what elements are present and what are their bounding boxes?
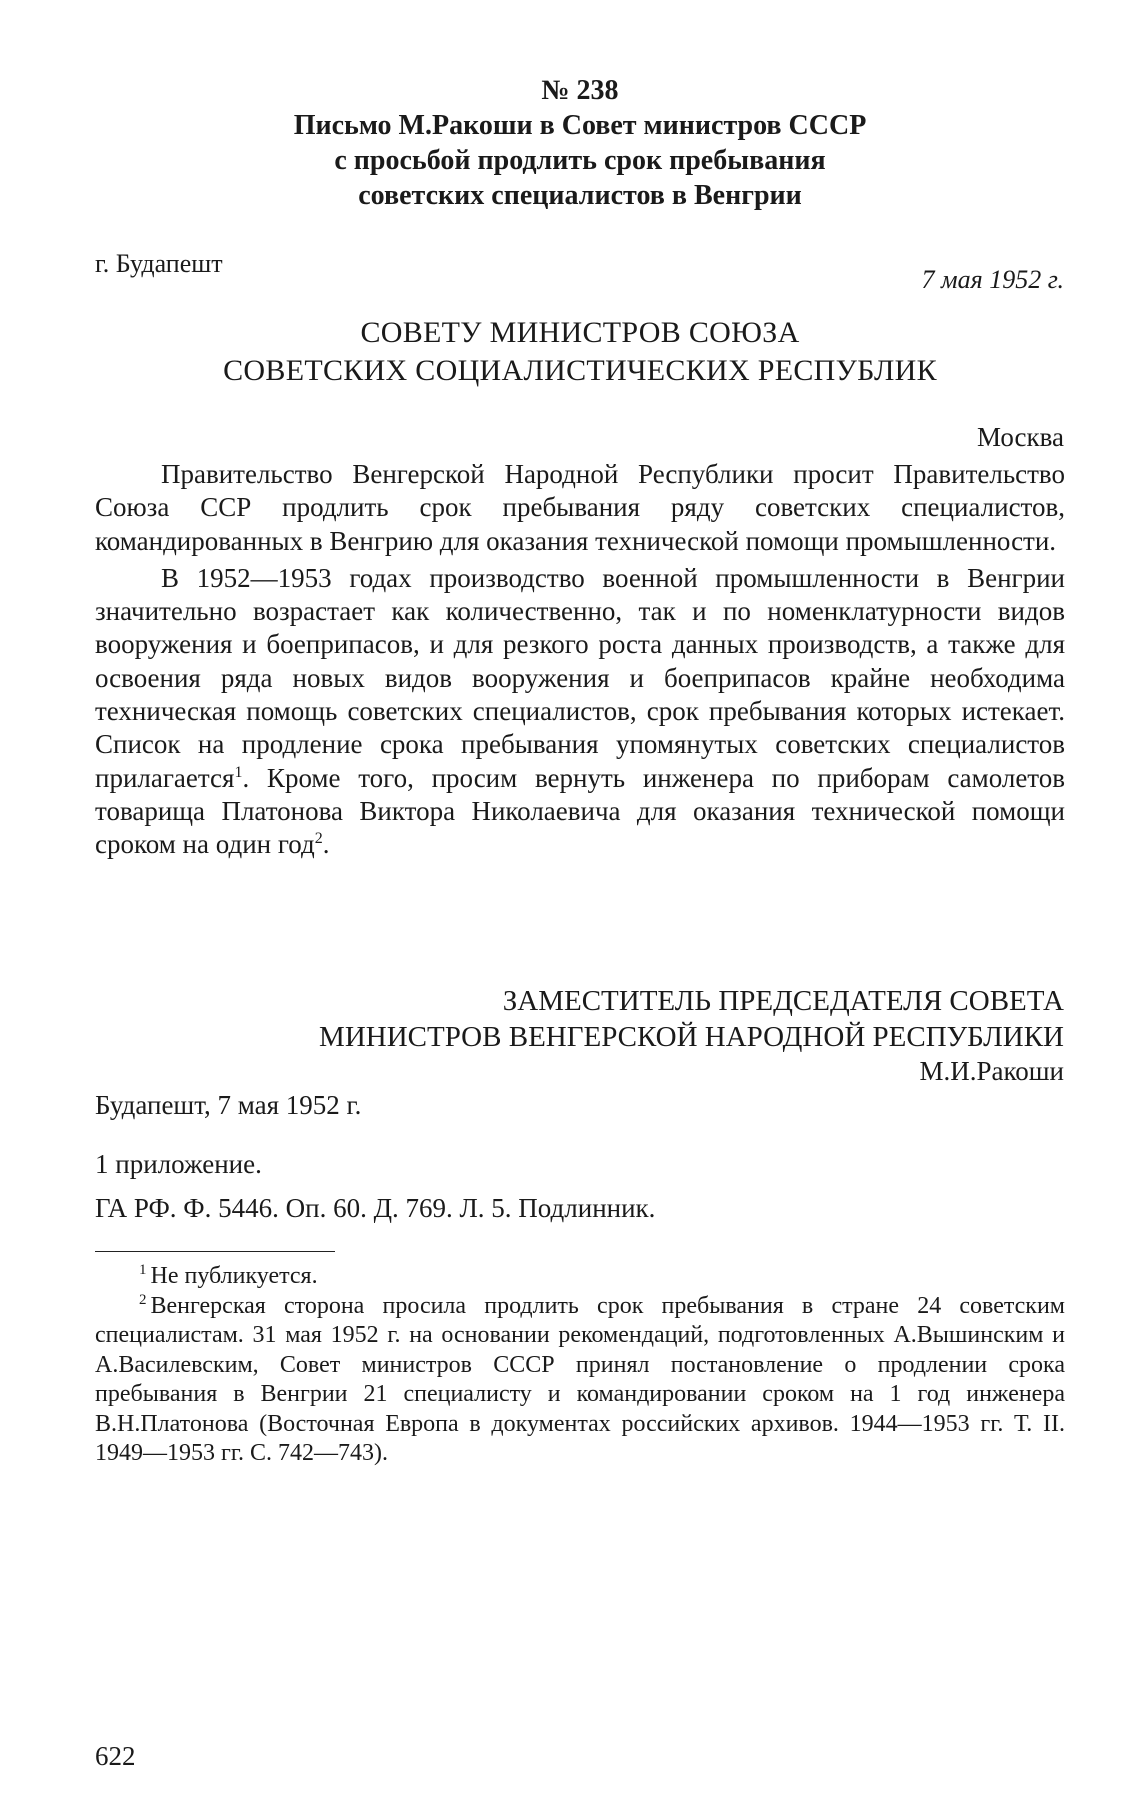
footnote	[95, 1292, 1065, 1469]
paragraph-text: .	[322, 829, 330, 860]
footnote-mark: 1	[139, 1262, 147, 1278]
signature-place-date: Будапешт, 7 мая 1952 г.	[95, 1090, 362, 1120]
paragraph-text: В 1952—1953 годах производство военной промышленности в Венгрии значительно возрастает как количественно, так и по номенклатурности видов вооружения и боеприпасов, и для резкого роста данных производств, а также для освоения ряда новых видов вооружения и боеприпасов крайне необходима техническая помощь советских специалистов, срок пребывания которых истекает. Список на продление срока пребывания упомянутых советских специалистов прилагается	[95, 562, 1065, 793]
footnote-mark: 2	[139, 1291, 147, 1308]
footnotes	[95, 1262, 1065, 1469]
footnote-reference: 1	[234, 763, 243, 781]
document-title-line: советских специалистов в Венгрии	[358, 180, 802, 211]
signature-title	[164, 983, 1064, 1055]
signature-title-line: МИНИСТРОВ ВЕНГЕРСКОЙ НАРОДНОЙ РЕСПУБЛИКИ	[319, 1021, 1064, 1053]
signature-name: М.И.Ракоши	[919, 1056, 1064, 1086]
footnote	[95, 1262, 1065, 1292]
letter-paragraph	[95, 562, 1065, 862]
archive-reference: ГА РФ. Ф. 5446. Оп. 60. Д. 769. Л. 5. Подлинник.	[95, 1193, 656, 1223]
document-title-line: Письмо М.Ракоши в Совет министров СССР	[293, 110, 867, 141]
document-number: № 238	[541, 75, 619, 106]
footnote-divider	[95, 1251, 335, 1252]
appendix-note: 1 приложение.	[95, 1149, 262, 1179]
document-date: 7 мая 1952 г.	[921, 265, 1064, 294]
letter-body	[95, 458, 1065, 862]
addressee-city: Москва	[977, 422, 1064, 452]
footnote-reference: 2	[314, 830, 323, 848]
addressee-line: СОВЕТУ МИНИСТРОВ СОЮЗА	[360, 316, 800, 349]
page-number: 622	[95, 1741, 136, 1771]
document-title-line: с просьбой продлить срок пребывания	[334, 145, 826, 176]
addressee	[95, 314, 1065, 390]
paragraph-text: . Кроме того, просим вернуть инженера по приборам самолетов товарища Платонова Виктора Николаевича для оказания технической помощи сроком на один год	[95, 762, 1065, 860]
addressee-line: СОВЕТСКИХ СОЦИАЛИСТИЧЕСКИХ РЕСПУБЛИК	[223, 354, 937, 387]
footnote-text: Не публикуется.	[150, 1263, 318, 1289]
document-place: г. Будапешт	[95, 249, 223, 278]
letter-paragraph: Правительство Венгерской Народной Республики просит Правительство Союза ССР продлить срок пребывания ряду советских специалистов, командированных в Венгрию для оказания технической помощи промышленности.	[95, 459, 1065, 556]
document-title	[95, 108, 1065, 213]
signature-title-line: ЗАМЕСТИТЕЛЬ ПРЕДСЕДАТЕЛЯ СОВЕТА	[502, 985, 1064, 1017]
footnote-text: Венгерская сторона просила продлить срок пребывания в стране 24 советским специалистам. 31 мая 1952 г. на основании рекомендаций, подготовленных А.Вышинским и А.Василевским, Совет министров СССР принял постановление о продлении срока пребывания в Венгрии 21 специалисту и командировании сроком на 1 год инженера В.Н.Платонова (Восточная Европа в документах российских архивов. 1944—1953 гг. Т. II. 1949—1953 гг. С. 742—743).	[95, 1292, 1065, 1466]
